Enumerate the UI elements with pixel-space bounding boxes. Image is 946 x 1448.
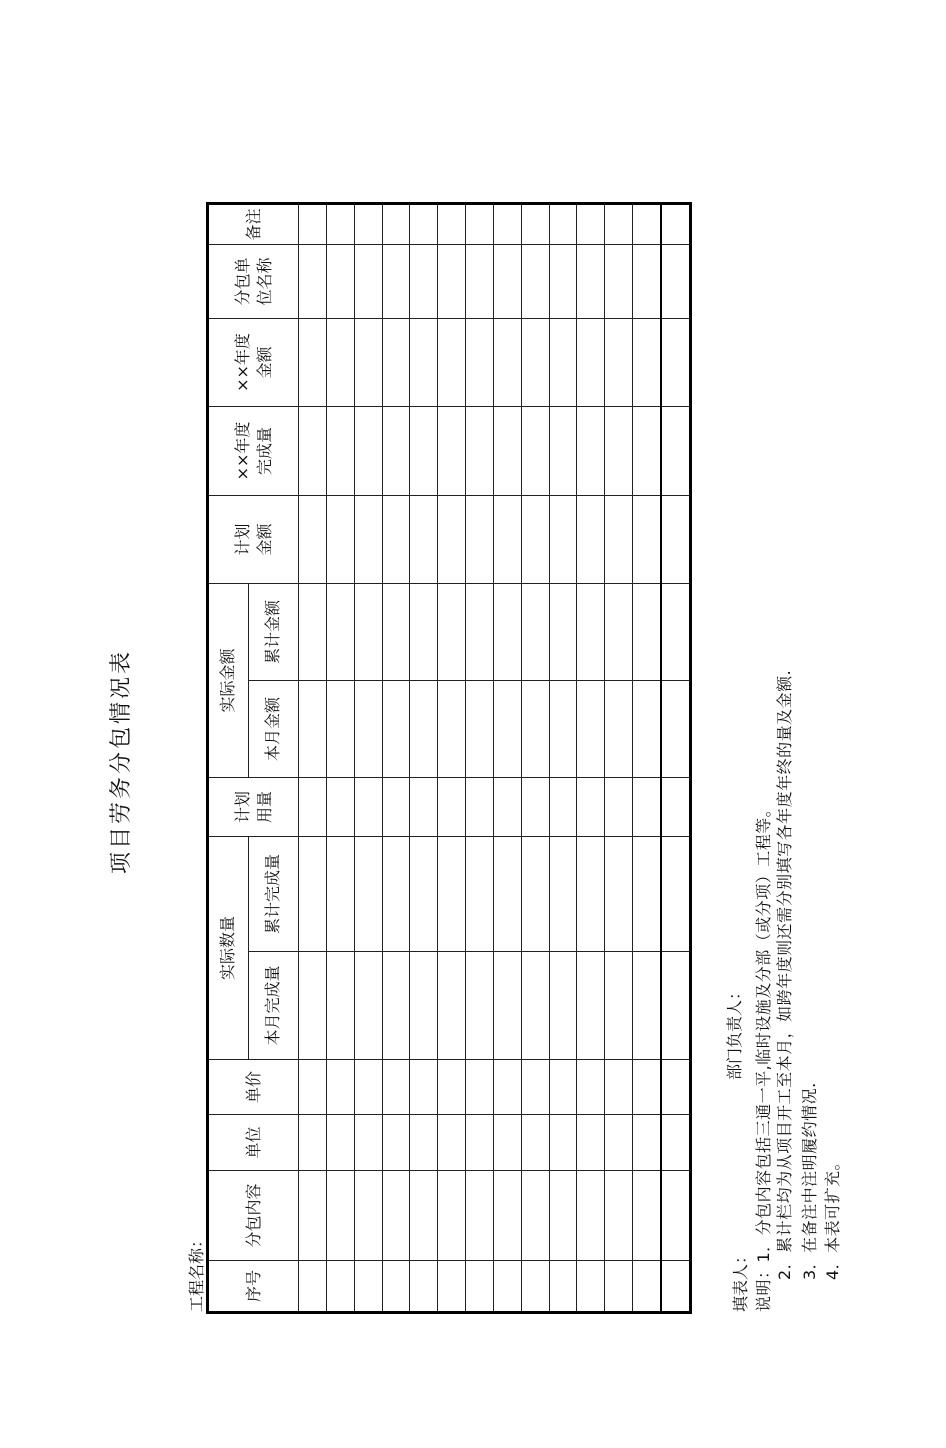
table-cell xyxy=(354,244,382,318)
table-cell xyxy=(438,1261,466,1313)
header-row-1 xyxy=(208,203,249,1312)
table-cell xyxy=(605,836,633,951)
table-cell xyxy=(410,777,438,836)
header-year-amt: ××年度 金额 xyxy=(208,318,299,406)
table-row xyxy=(521,203,549,1312)
table-cell xyxy=(354,1060,382,1115)
table-cell xyxy=(438,406,466,495)
table-cell xyxy=(661,244,690,318)
table-cell xyxy=(382,836,410,951)
table-cell xyxy=(410,583,438,680)
table-cell xyxy=(633,1261,661,1313)
table-cell xyxy=(521,406,549,495)
table-cell xyxy=(466,1115,494,1171)
table-cell xyxy=(549,583,577,680)
table-row xyxy=(493,203,521,1312)
table-row xyxy=(326,203,354,1312)
table-cell xyxy=(549,406,577,495)
table-cell xyxy=(521,583,549,680)
table-cell xyxy=(605,777,633,836)
table-cell xyxy=(577,1171,605,1261)
table-row xyxy=(549,203,577,1312)
table-cell xyxy=(326,680,354,777)
table-cell xyxy=(633,203,661,244)
table-cell xyxy=(605,680,633,777)
table-cell xyxy=(438,244,466,318)
table-body xyxy=(299,203,691,1312)
table-cell xyxy=(354,1171,382,1261)
table-cell xyxy=(326,1261,354,1313)
table-cell xyxy=(299,318,327,406)
table-cell xyxy=(410,244,438,318)
table-cell xyxy=(661,1060,690,1115)
table-cell xyxy=(493,1171,521,1261)
table-cell xyxy=(438,1171,466,1261)
table-cell xyxy=(382,777,410,836)
table-cell xyxy=(326,244,354,318)
table-cell xyxy=(438,777,466,836)
table-cell xyxy=(521,777,549,836)
table-cell xyxy=(549,777,577,836)
table-cell xyxy=(354,680,382,777)
table-cell xyxy=(605,406,633,495)
table-cell xyxy=(633,318,661,406)
table-cell xyxy=(577,836,605,951)
table-cell xyxy=(299,406,327,495)
table-cell xyxy=(382,495,410,583)
header-cum-amt: 累计金额 xyxy=(248,583,298,680)
table-cell xyxy=(549,952,577,1060)
filler-label: 填表人： xyxy=(731,1247,750,1312)
table-cell xyxy=(577,244,605,318)
table-cell xyxy=(577,406,605,495)
table-cell xyxy=(605,1171,633,1261)
table-cell xyxy=(410,952,438,1060)
table-cell xyxy=(661,406,690,495)
table-cell xyxy=(299,1171,327,1261)
table-cell xyxy=(661,583,690,680)
table-cell xyxy=(466,495,494,583)
table-cell xyxy=(633,495,661,583)
table-cell xyxy=(549,244,577,318)
table-cell xyxy=(633,1060,661,1115)
note-line-1: 说明：1．分包内容包括三通一平,临时设施及分部（或分项）工程等。 xyxy=(754,800,773,1312)
table-cell xyxy=(299,583,327,680)
table-cell xyxy=(521,1115,549,1171)
table-cell xyxy=(354,777,382,836)
table-cell xyxy=(354,495,382,583)
page-title: 项目劳务分包情况表 xyxy=(109,648,134,874)
table-cell xyxy=(466,244,494,318)
table-cell xyxy=(493,680,521,777)
dept-head-label: 部门负责人： xyxy=(725,983,744,1080)
header-month-amt: 本月金额 xyxy=(248,680,298,777)
table-cell xyxy=(466,1060,494,1115)
table-cell xyxy=(633,680,661,777)
subcontract-table xyxy=(206,202,692,1314)
table-cell xyxy=(326,203,354,244)
table-cell xyxy=(521,203,549,244)
table-cell xyxy=(633,777,661,836)
table-cell xyxy=(661,1171,690,1261)
table-cell xyxy=(577,777,605,836)
table-cell xyxy=(438,952,466,1060)
table-cell xyxy=(633,244,661,318)
table-cell xyxy=(354,836,382,951)
header-price: 单价 xyxy=(208,1060,299,1115)
table-cell xyxy=(549,1171,577,1261)
table-cell xyxy=(549,1261,577,1313)
table-cell xyxy=(633,406,661,495)
table-cell xyxy=(382,318,410,406)
header-content: 分包内容 xyxy=(208,1171,299,1261)
table-cell xyxy=(326,836,354,951)
table-cell xyxy=(299,1060,327,1115)
table-cell xyxy=(605,583,633,680)
table-cell xyxy=(493,583,521,680)
table-cell xyxy=(521,680,549,777)
table-cell xyxy=(521,244,549,318)
table-cell xyxy=(382,1060,410,1115)
table-cell xyxy=(466,680,494,777)
table-cell xyxy=(605,1261,633,1313)
table-cell xyxy=(299,680,327,777)
table-cell xyxy=(438,495,466,583)
table-cell xyxy=(410,680,438,777)
table-cell xyxy=(354,1115,382,1171)
header-unit: 单位 xyxy=(208,1115,299,1171)
table-cell xyxy=(438,203,466,244)
table-cell xyxy=(354,952,382,1060)
table-cell xyxy=(549,203,577,244)
table-cell xyxy=(299,1115,327,1171)
table-cell xyxy=(577,583,605,680)
table-cell xyxy=(382,952,410,1060)
table-cell xyxy=(577,680,605,777)
table-cell xyxy=(410,1171,438,1261)
table-cell xyxy=(354,583,382,680)
note-line-4: 4．本表可扩充。 xyxy=(823,1153,842,1280)
table-cell xyxy=(521,952,549,1060)
table-cell xyxy=(326,583,354,680)
table-cell xyxy=(466,777,494,836)
table-cell xyxy=(633,836,661,951)
table-cell xyxy=(661,952,690,1060)
table-cell xyxy=(661,777,690,836)
table-cell xyxy=(493,495,521,583)
table-cell xyxy=(410,836,438,951)
table-row xyxy=(605,203,633,1312)
table-cell xyxy=(493,1115,521,1171)
table-cell xyxy=(577,318,605,406)
table-cell xyxy=(493,952,521,1060)
table-cell xyxy=(382,244,410,318)
table-cell xyxy=(326,777,354,836)
table-cell xyxy=(382,406,410,495)
header-remark: 备注 xyxy=(208,203,299,244)
table-cell xyxy=(354,1261,382,1313)
table-cell xyxy=(493,244,521,318)
table-cell xyxy=(577,203,605,244)
table-cell xyxy=(521,1261,549,1313)
table-cell xyxy=(410,318,438,406)
table-row xyxy=(438,203,466,1312)
table-cell xyxy=(521,836,549,951)
note-line-3: 3．在备注中注明履约情况. xyxy=(800,1082,819,1280)
table-cell xyxy=(493,777,521,836)
table-cell xyxy=(633,583,661,680)
table-cell xyxy=(466,583,494,680)
table-cell xyxy=(438,1115,466,1171)
table-cell xyxy=(326,1115,354,1171)
table-cell xyxy=(438,1060,466,1115)
note-line-2: 2．累计栏均为从项目开工至本月，如跨年度则还需分别填写各年度年终的量及金额. xyxy=(775,669,794,1280)
table-cell xyxy=(382,583,410,680)
table-cell xyxy=(299,836,327,951)
table-cell xyxy=(382,1115,410,1171)
table-cell xyxy=(326,318,354,406)
table-cell xyxy=(382,203,410,244)
header-actual-qty: 实际数量 xyxy=(208,836,249,1059)
table-cell xyxy=(521,495,549,583)
table-row xyxy=(299,203,327,1312)
table-cell xyxy=(326,1171,354,1261)
table-cell xyxy=(521,1060,549,1115)
table-cell xyxy=(605,1115,633,1171)
table-cell xyxy=(661,203,690,244)
table-cell xyxy=(549,836,577,951)
header-month-qty: 本月完成量 xyxy=(248,952,298,1060)
table-cell xyxy=(661,1115,690,1171)
table-cell xyxy=(466,836,494,951)
table-cell xyxy=(521,1171,549,1261)
header-sub-name: 分包单 位名称 xyxy=(208,244,299,318)
table-cell xyxy=(605,1060,633,1115)
table-cell xyxy=(354,406,382,495)
table-row xyxy=(466,203,494,1312)
table-cell xyxy=(577,495,605,583)
table-cell xyxy=(410,1261,438,1313)
table-cell xyxy=(438,583,466,680)
table-cell xyxy=(466,318,494,406)
table-row xyxy=(382,203,410,1312)
table-cell xyxy=(493,836,521,951)
table-cell xyxy=(521,318,549,406)
table-cell xyxy=(438,680,466,777)
table-cell xyxy=(577,952,605,1060)
table-cell xyxy=(605,495,633,583)
table-cell xyxy=(633,1115,661,1171)
table-cell xyxy=(493,406,521,495)
header-cum-qty: 累计完成量 xyxy=(248,836,298,951)
table-row xyxy=(354,203,382,1312)
table-cell xyxy=(382,1171,410,1261)
table-cell xyxy=(605,203,633,244)
table-cell xyxy=(354,318,382,406)
table-cell xyxy=(549,1060,577,1115)
table-cell xyxy=(466,952,494,1060)
table-cell xyxy=(466,406,494,495)
table-cell xyxy=(438,318,466,406)
table-cell xyxy=(299,1261,327,1313)
table-cell xyxy=(410,406,438,495)
table-cell xyxy=(493,203,521,244)
header-plan-qty: 计划 用量 xyxy=(208,777,299,836)
table-cell xyxy=(633,952,661,1060)
table-cell xyxy=(493,318,521,406)
table-cell xyxy=(661,1261,690,1313)
table-cell xyxy=(549,1115,577,1171)
table-cell xyxy=(466,1261,494,1313)
table-cell xyxy=(326,406,354,495)
table-cell xyxy=(410,203,438,244)
table-cell xyxy=(326,952,354,1060)
table-cell xyxy=(605,952,633,1060)
table-cell xyxy=(466,1171,494,1261)
table-cell xyxy=(326,495,354,583)
header-plan-amt: 计划 金额 xyxy=(208,495,299,583)
table-cell xyxy=(661,495,690,583)
table-cell xyxy=(410,1060,438,1115)
table-cell xyxy=(299,495,327,583)
table-cell xyxy=(605,318,633,406)
table-cell xyxy=(299,203,327,244)
table-row xyxy=(410,203,438,1312)
table-cell xyxy=(661,836,690,951)
table-cell xyxy=(577,1115,605,1171)
table-cell xyxy=(605,244,633,318)
table-cell xyxy=(549,495,577,583)
header-year-qty: ××年度 完成量 xyxy=(208,406,299,495)
table-cell xyxy=(661,680,690,777)
table-cell xyxy=(382,680,410,777)
header-actual-amt: 实际金额 xyxy=(208,583,249,777)
table-cell xyxy=(299,244,327,318)
table-row xyxy=(633,203,661,1312)
table-cell xyxy=(549,318,577,406)
table-cell xyxy=(299,952,327,1060)
table-cell xyxy=(577,1261,605,1313)
header-seq: 序号 xyxy=(208,1261,299,1313)
table-cell xyxy=(549,680,577,777)
table-cell xyxy=(326,1060,354,1115)
table-cell xyxy=(633,1171,661,1261)
table-cell xyxy=(438,836,466,951)
table-row xyxy=(661,203,690,1312)
table-cell xyxy=(493,1060,521,1115)
table-cell xyxy=(354,203,382,244)
table-row xyxy=(577,203,605,1312)
table-cell xyxy=(382,1261,410,1313)
table-cell xyxy=(577,1060,605,1115)
table-cell xyxy=(410,495,438,583)
table-cell xyxy=(410,1115,438,1171)
table-cell xyxy=(493,1261,521,1313)
table-cell xyxy=(299,777,327,836)
table-cell xyxy=(466,203,494,244)
project-name-label: 工程名称： xyxy=(187,1231,206,1312)
table-cell xyxy=(661,318,690,406)
